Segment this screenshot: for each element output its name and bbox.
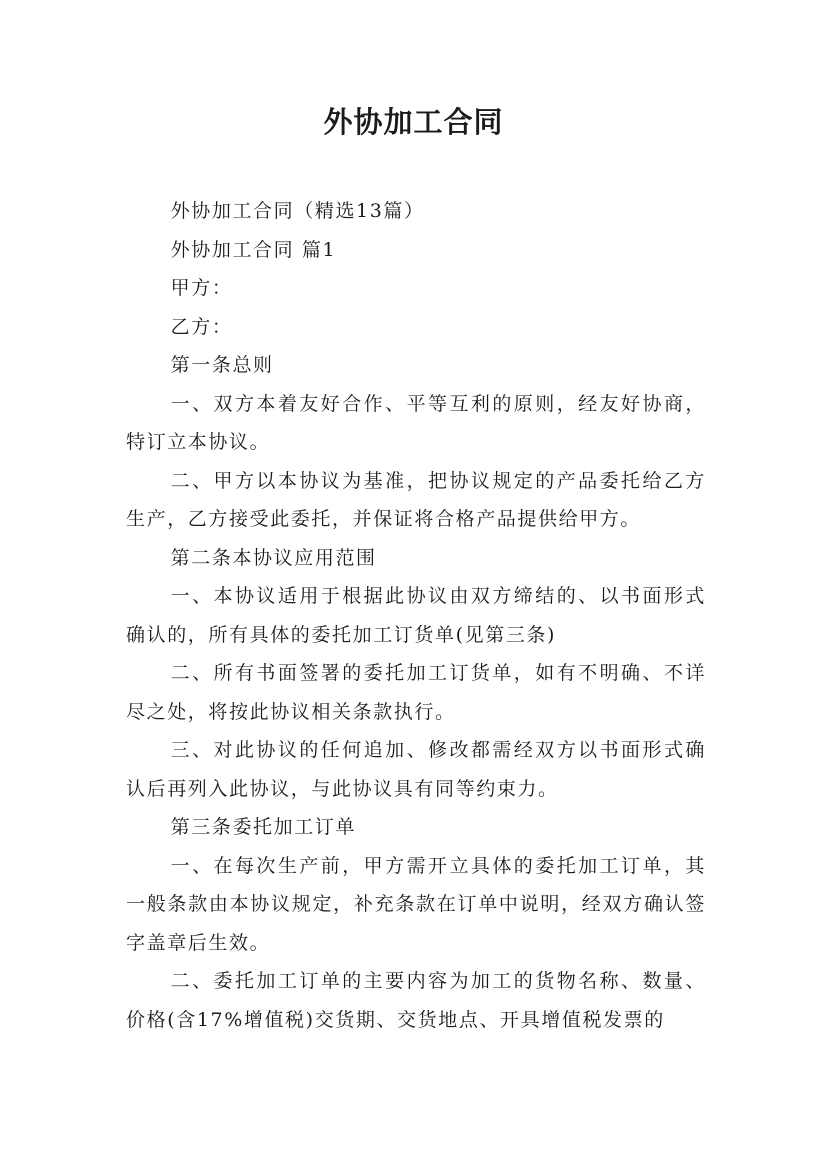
paragraph: 一、双方本着友好合作、平等互利的原则，经友好协商，特订立本协议。 [126, 392, 706, 453]
paragraph-article-2-heading: 第二条本协议应用范围 [170, 546, 377, 569]
paragraph: 一、本协议适用于根据此协议由双方缔结的、以书面形式确认的，所有具体的委托加工订货单(见第三条) [126, 585, 706, 646]
paragraph: 二、委托加工订单的主要内容为加工的货物名称、数量、价格(含17%增值税)交货期、交货地点、开具增值税发票的 [126, 970, 706, 1031]
paragraph: 二、甲方以本协议为基准，把协议规定的产品委托给乙方生产，乙方接受此委托，并保证将合格产品提供给甲方。 [126, 469, 706, 530]
paragraph-party-a: 甲方： [170, 277, 233, 299]
document-title: 外协加工合同 [323, 105, 504, 139]
paragraph-article-3-heading: 第三条委托加工订单 [170, 816, 357, 838]
paragraph: 一、在每次生产前，甲方需开立具体的委托加工订单，其一般条款由本协议规定，补充条款在订单中说明，经双方确认签字盖章后生效。 [126, 854, 706, 954]
paragraph-section-heading: 外协加工合同 篇1 [170, 238, 337, 261]
paragraph: 二、所有书面签署的委托加工订货单，如有不明确、不详尽之处，将按此协议相关条款执行。 [126, 662, 706, 723]
paragraph-party-b: 乙方： [170, 315, 233, 338]
paragraph-subtitle: 外协加工合同（精选13篇） [170, 200, 425, 222]
paragraph: 三、对此协议的任何追加、修改都需经双方以书面形式确认后再列入此协议，与此协议具有同等约束力。 [126, 739, 706, 800]
paragraph-article-1-heading: 第一条总则 [170, 354, 274, 376]
document-body [126, 192, 706, 1039]
